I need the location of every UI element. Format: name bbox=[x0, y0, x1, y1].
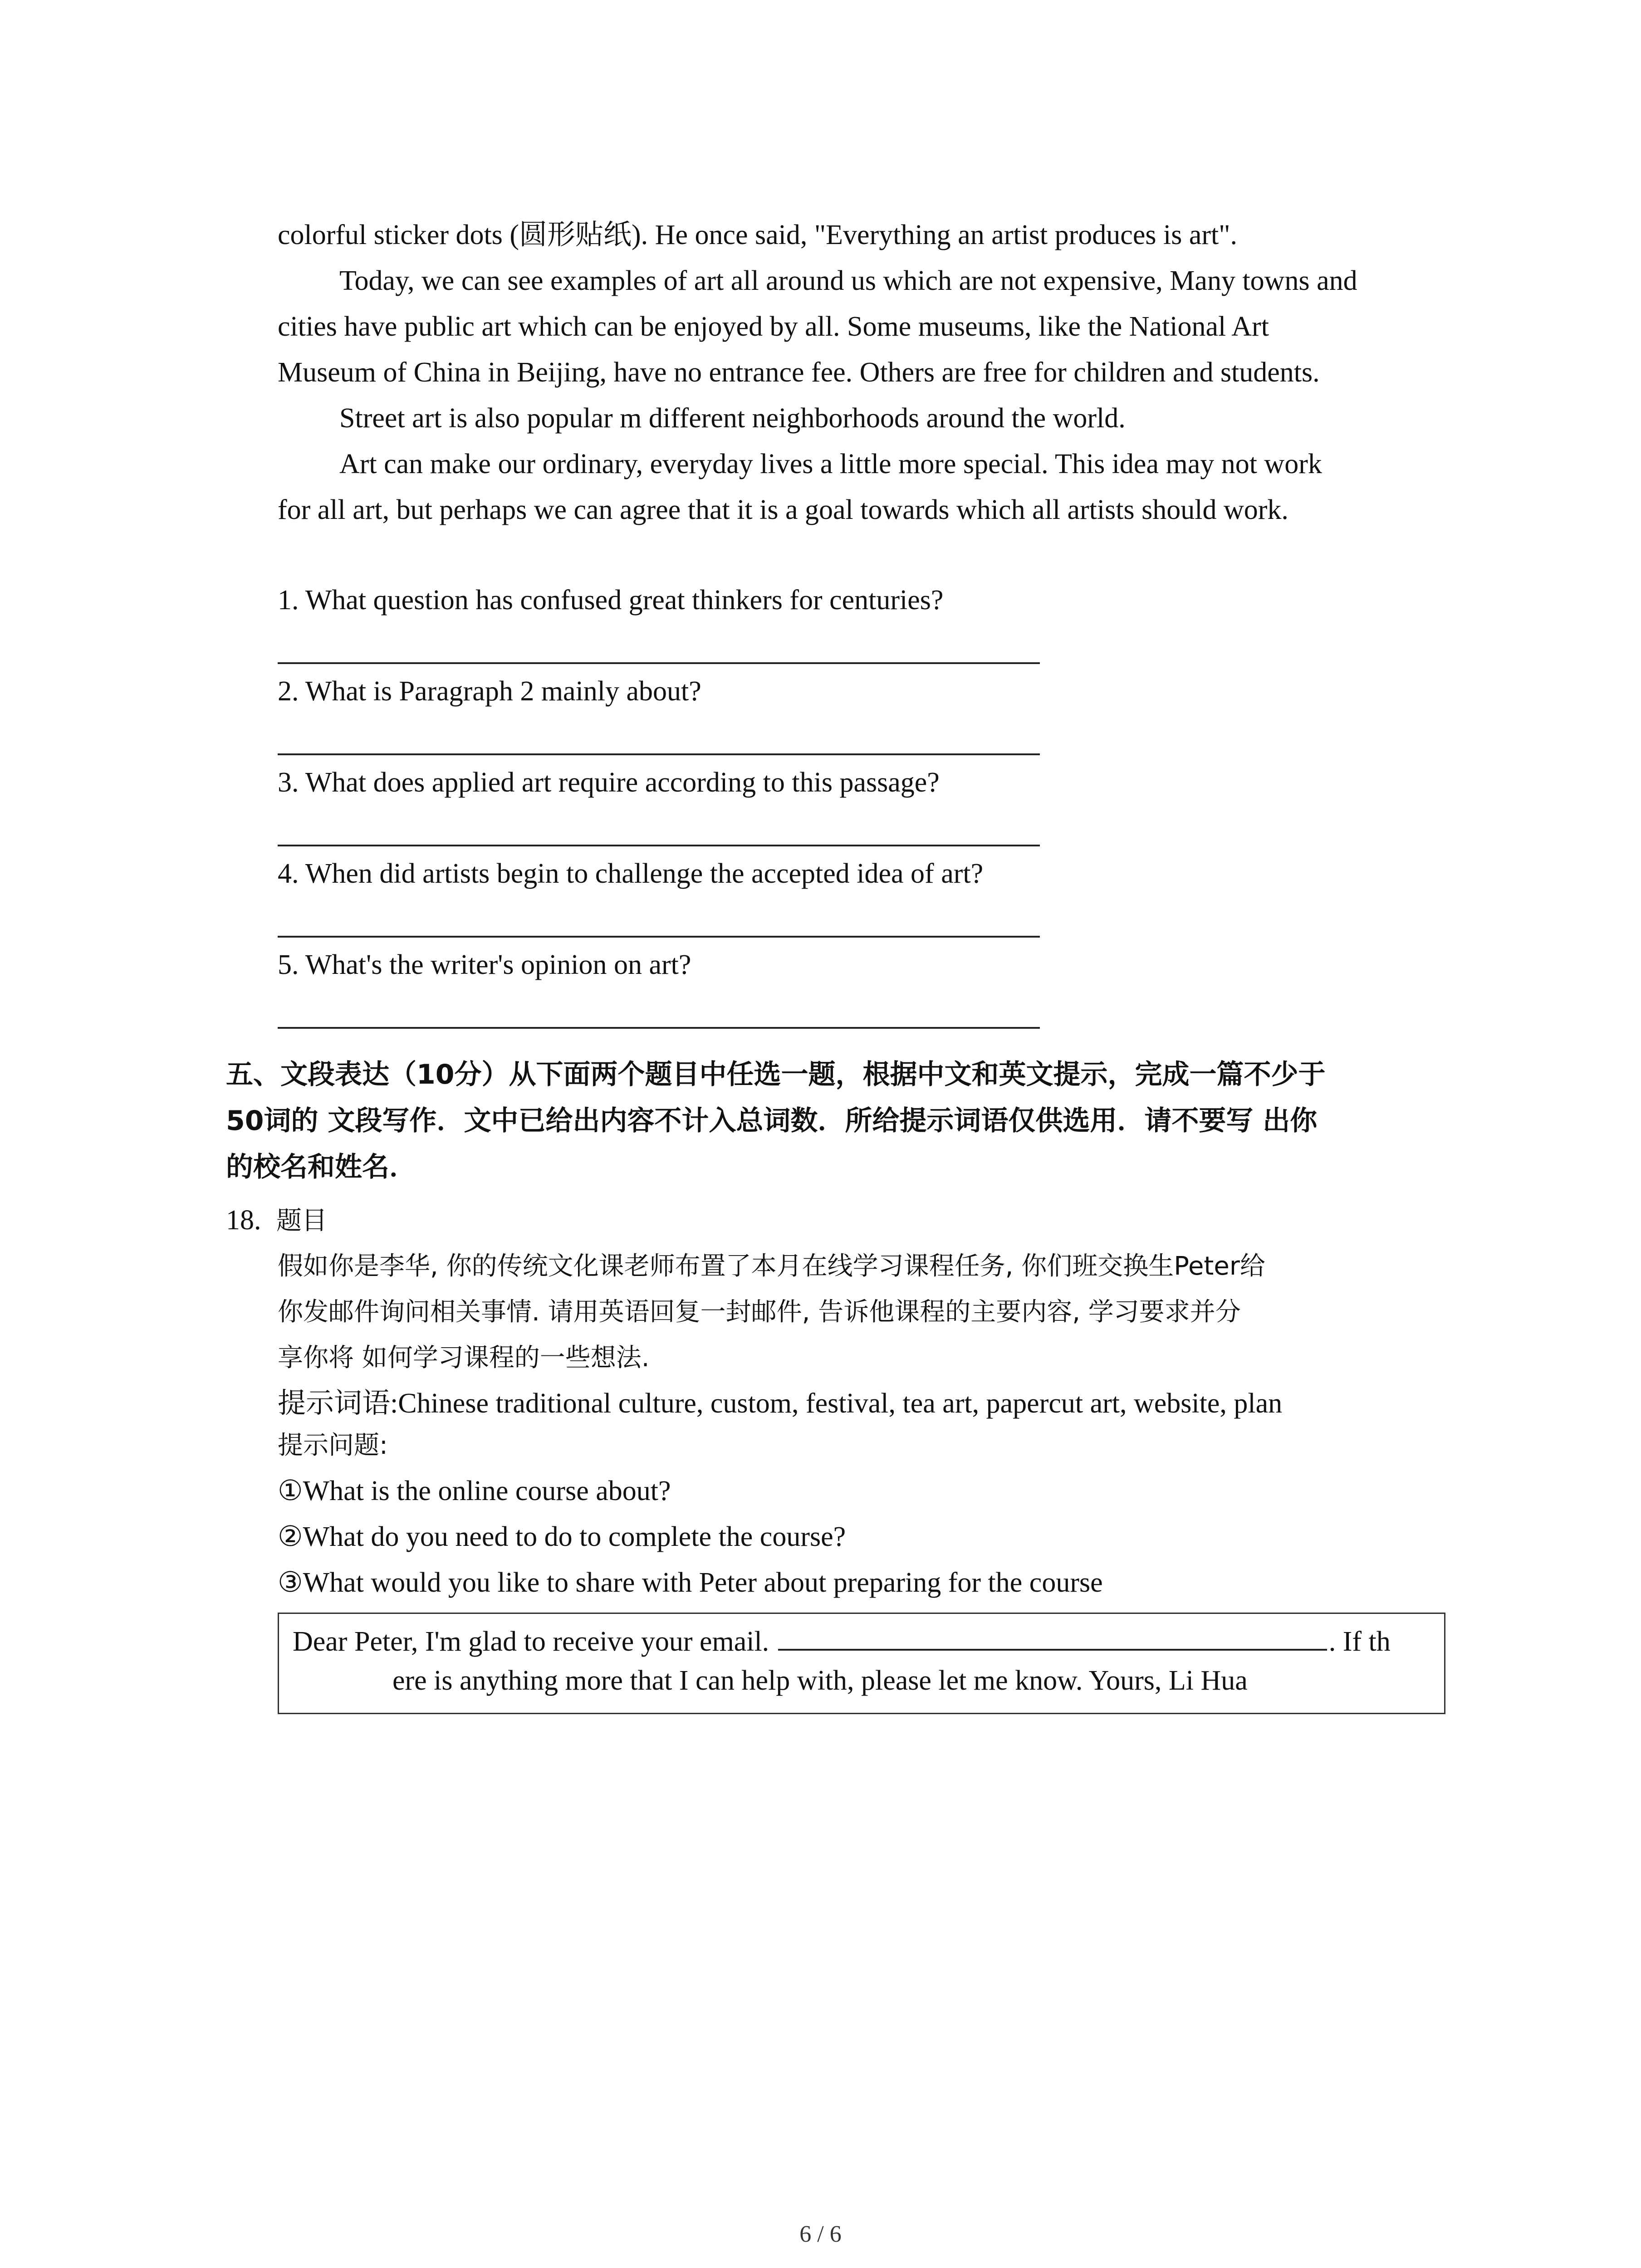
page-number: 6 / 6 bbox=[799, 2221, 842, 2247]
passage-line: Art can make our ordinary, everyday lives a little more special. This idea may not work bbox=[339, 449, 1322, 479]
answer-line-3[interactable] bbox=[278, 845, 1040, 846]
answer-line-1[interactable] bbox=[278, 662, 1040, 664]
passage-line: colorful sticker dots (圆形贴纸). He once said, "Everything an artist produces is art". bbox=[278, 220, 1238, 250]
question-text: 1. What question has confused great thinkers for centuries? bbox=[278, 585, 944, 616]
writing-box bbox=[278, 1613, 1445, 1714]
passage-line: Today, we can see examples of art all around us which are not expensive, Many towns and bbox=[339, 265, 1357, 296]
section-heading bbox=[226, 1051, 1460, 1190]
hint-words: 提示词语:Chinese traditional culture, custom, festival, tea art, papercut art, website, plan bbox=[278, 1388, 1283, 1419]
question-text: 4. When did artists begin to challenge the accepted idea of art? bbox=[278, 858, 984, 889]
passage-line: cities have public art which can be enjoyed by all. Some museums, like the National Art bbox=[278, 311, 1269, 342]
question-number bbox=[226, 1198, 1406, 1244]
question-text: 2. What is Paragraph 2 mainly about? bbox=[278, 676, 701, 707]
letter-continuation: . If th bbox=[1328, 1626, 1391, 1657]
hint-question: ②What do you need to do to complete the course? bbox=[278, 1521, 846, 1552]
hint-question: ①What is the online course about? bbox=[278, 1476, 671, 1506]
task-description: 你发邮件询问相关事情. 请用英语回复一封邮件, 告诉他课程的主要内容, 学习要求并分 bbox=[278, 1297, 1241, 1327]
hint-question: ③What would you like to share with Peter about preparing for the course bbox=[278, 1567, 1103, 1598]
answer-line-4[interactable] bbox=[278, 936, 1040, 938]
writing-box-line bbox=[293, 1622, 1391, 1661]
task-description: 假如你是李华, 你的传统文化课老师布置了本月在线学习课程任务, 你们班交换生Peter给 bbox=[278, 1251, 1265, 1281]
answer-line-2[interactable] bbox=[278, 753, 1040, 755]
question-number-label: 18. bbox=[226, 1205, 261, 1236]
section-heading-line: 五、文段表达（10分）从下面两个题目中任选一题，根据中文和英文提示，完成一篇不少于 bbox=[226, 1059, 1326, 1090]
answer-line-5[interactable] bbox=[278, 1027, 1040, 1029]
section-heading-line: 的校名和姓名． bbox=[226, 1151, 416, 1183]
passage-line: for all art, but perhaps we can agree that it is a goal towards which all artists should work. bbox=[278, 494, 1288, 525]
letter-closing: ere is anything more that I can help with, please let me know. Yours, Li Hua bbox=[392, 1665, 1248, 1696]
question-text: 5. What's the writer's opinion on art? bbox=[278, 949, 691, 980]
passage-line: Street art is also popular m different neighborhoods around the world. bbox=[339, 403, 1126, 434]
question-title: 题目 bbox=[276, 1206, 327, 1236]
writing-blank[interactable] bbox=[778, 1649, 1327, 1651]
section-heading-line: 50词的 文段写作．文中已给出内容不计入总词数．所给提示词语仅供选用．请不要写 出你 bbox=[226, 1105, 1318, 1137]
task-description: 享你将 如何学习课程的一些想法. bbox=[278, 1343, 650, 1373]
passage-line: Museum of China in Beijing, have no entrance fee. Others are free for children and students. bbox=[278, 357, 1320, 388]
question-text: 3. What does applied art require according to this passage? bbox=[278, 767, 940, 798]
hint-questions-label: 提示问题: bbox=[278, 1431, 388, 1460]
letter-greeting: Dear Peter, I'm glad to receive your email. bbox=[293, 1626, 769, 1657]
